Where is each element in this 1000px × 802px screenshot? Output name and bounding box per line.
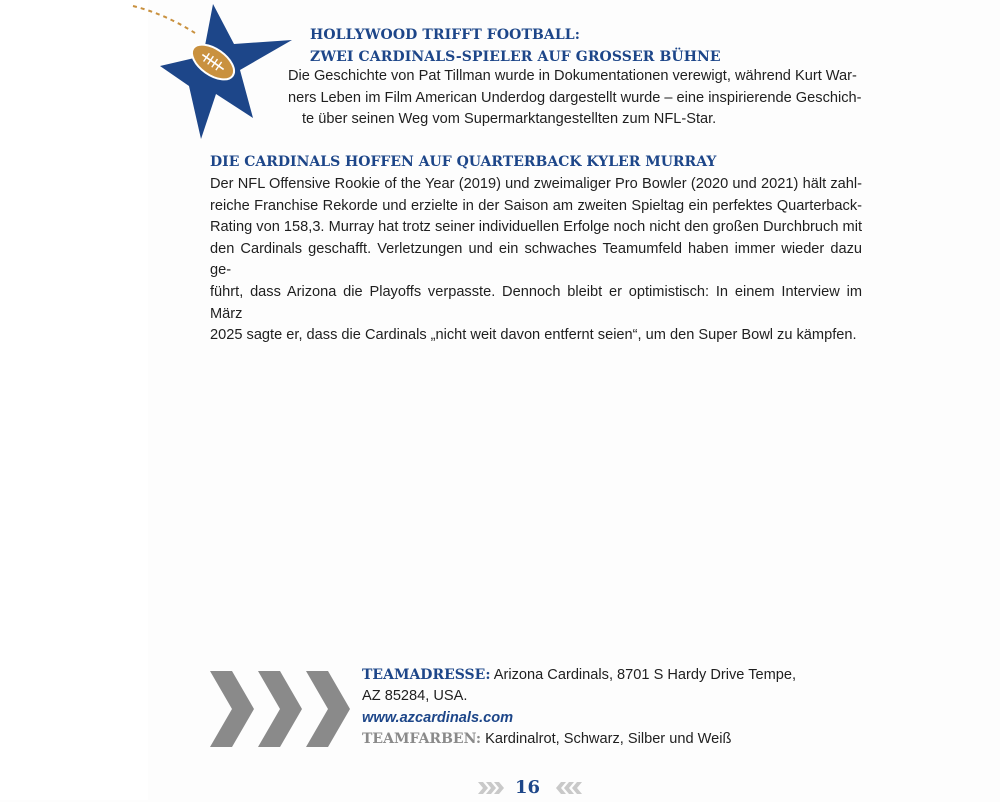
paragraph-line: den Cardinals geschafft. Verletzungen und ein schwaches Teamumfeld haben immer wieder dazu ge- xyxy=(210,240,862,279)
address-label: TEAMADRESSE: xyxy=(362,667,491,683)
address-value: Arizona Cardinals, 8701 S Hardy Drive Tempe, xyxy=(490,667,797,683)
colors-value: Kardinalrot, Schwarz, Silber und Weiß xyxy=(481,731,732,748)
paragraph-line: führt, dass Arizona die Playoffs verpasste. Dennoch bleibt er optimistisch: In einem Interview im März xyxy=(210,283,862,322)
colors-label: TEAMFARBEN: xyxy=(362,731,482,748)
heading-line-1: HOLLYWOOD TRIFFT FOOTBALL: xyxy=(310,27,581,43)
colors-row xyxy=(362,729,822,750)
heading-line-2: ZWEI CARDINALS-SPIELER AUF GROSSER BÜHNE xyxy=(310,49,721,65)
section-heading-hollywood xyxy=(310,24,721,68)
star-football-icon xyxy=(150,0,300,145)
address-line-2: AZ 85284, USA. xyxy=(362,688,468,705)
paragraph-line: Der NFL Offensive Rookie of the Year (2019) und zweimaliger Pro Bowler (2020 und 2021) hält zahl- xyxy=(210,176,862,192)
page-number: 16 xyxy=(515,777,541,798)
left-margin-strip xyxy=(0,0,148,800)
team-info-block xyxy=(362,665,822,751)
address-row xyxy=(362,665,822,686)
website-link[interactable]: www.azcardinals.com xyxy=(362,709,514,726)
paragraph-hollywood xyxy=(288,66,866,131)
paragraph-line: ners Leben im Film American Underdog dargestellt wurde – eine inspirierende Geschich- xyxy=(288,89,862,106)
triple-chevron-right-icon xyxy=(208,669,353,749)
paragraph-murray xyxy=(210,174,862,347)
paragraph-line: 2025 sagte er, dass die Cardinals „nicht weit davon entfernt seien“, um den Super Bowl zu kämpfen. xyxy=(210,327,857,344)
paragraph-line: Die Geschichte von Pat Tillman wurde in Dokumentationen verewigt, während Kurt War- xyxy=(288,68,857,84)
paragraph-line: Rating von 158,3. Murray hat trotz seiner individuellen Erfolge noch nicht den großen Durchbruch mit xyxy=(210,219,862,236)
section-heading-murray: DIE CARDINALS HOFFEN AUF QUARTERBACK KYLER MURRAY xyxy=(210,154,717,170)
paragraph-line: reiche Franchise Rekorde und erzielte in der Saison am zweiten Spieltag ein perfektes Quarterback- xyxy=(210,197,862,214)
paragraph-line: te über seinen Weg vom Supermarktangestellten zum NFL-Star. xyxy=(302,111,717,127)
